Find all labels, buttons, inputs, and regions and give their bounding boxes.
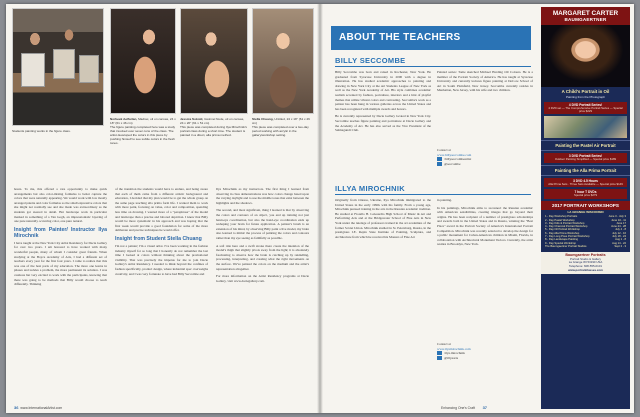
caption-painting-3: Stella Chuang, Untitled, 24 x 18" (61 x 46 cm) This piece was completed over a two-day period working with acrylic in the gallery/workshop setting.: [252, 117, 310, 137]
ad-studio-sub: Portrait Studio & Gallery: [569, 256, 601, 261]
teacher1-instagram-link[interactable]: @seccombe: [444, 161, 461, 166]
teacher2-name: ILLYA MIROCHNIK: [335, 184, 405, 193]
baumgaertner-advertisement: [541, 7, 630, 409]
schedule-date: Aug 1 - 8: [615, 238, 626, 242]
students-painting-photo: [12, 8, 104, 126]
schedule-event: 5 - Day Oil Portrait Workshop: [545, 228, 580, 232]
schedule-event: 7 - Day Long Pose Portrait Workshop: [545, 235, 590, 238]
ad-section-alla-prima: Painting the Alla Prima Portrait: [541, 165, 630, 176]
teacher1-website-link[interactable]: www.billyseccombe.com: [437, 152, 472, 157]
schedule-event: 1 - Day Workshop Portraits: [545, 215, 578, 219]
ad-section-pastel: Painting the Pastel Air Portrait: [541, 140, 630, 151]
schedule-date: June 24 - 28: [611, 225, 626, 229]
ad-dvd-1: 4 DVD Portrait Series! 4 DVD set — The Comprehensive Portrait Series — Special price $229: [544, 102, 627, 115]
ad-name-line1: MARGARET CARTER: [552, 10, 619, 17]
schedule-row: [545, 245, 626, 248]
teacher1-contact: [437, 148, 533, 178]
about-teachers-banner: ABOUT THE TEACHERS: [331, 26, 531, 50]
ad-workshops-location: LA GRANGE WISCONSIN: [567, 209, 604, 214]
ad-dvd-2: 3 DVD Portrait Series! Outdoor Painting Simplified — Special price $189: [544, 153, 627, 162]
ad-phone: Telephone: 608-555-0101: [569, 263, 602, 268]
ad-workshops-title: 2017 PORTRAIT WORKSHOPS: [541, 201, 630, 210]
schedule-date: Aug 14 - 22: [612, 241, 626, 245]
ad-dvd-4: 7 hour T DVDs Special price $279: [544, 189, 627, 198]
caption-students: Students painting works in the figure class.: [12, 129, 71, 133]
teacher1-rule: [335, 66, 531, 67]
ad-subtitle: Painting from the Photograph: [565, 95, 606, 99]
ad-address: La Grange WI 53190 USA: [568, 260, 603, 265]
teacher1-contact-label: Contact at: [437, 148, 451, 152]
painting-nude-2: [180, 8, 248, 114]
teacher2-col-b: in painting. In his paintings, Mirochnik aims to reconnect the Russian academic with American sensibilities, creating images that go beyond their origins. He has been recipient of a number of prestigious scholarships and awards both in the United States and in Russia, winning the "Best Place" award in the Portrait Society of America's International Portrait Competition. Mirochnik was recently selected to develop the design for a public monument for Cuban-American children in Miami, Florida, in collaboration with Architectural Monument Vectors. Currently, the artist resides in Brooklyn, New York.: [437, 198, 533, 247]
schedule-event: 6 - Day Alla Prima Workshop: [545, 231, 580, 235]
schedule-event: 4 - Day Charcoal Portrait Workshop: [545, 225, 588, 229]
teacher2-contact-label: Contact at: [437, 342, 451, 346]
ad-header: [541, 7, 630, 25]
ad-footer: [541, 252, 630, 274]
schedule-event: 2 - Day Pastel Workshop: [545, 218, 575, 222]
instagram-icon: [437, 162, 442, 166]
schedule-event: 8 - Day Landscape Painting: [545, 238, 579, 242]
ad-name-line2: BAUMGAERTNER: [564, 17, 607, 22]
left-folio: 36 www.InternationalArtist.com: [14, 405, 63, 410]
right-page: [321, 4, 634, 413]
schedule-date: July 12 - 16: [612, 231, 626, 235]
ad-child-portrait-image: [541, 25, 630, 87]
ad-studio-name: Baumgaertner Portraits: [565, 253, 606, 258]
left-column-2: of the transition the students would have to endure, and being aware that each of them came from a different artistic background and education, I decided that my plan would be to get the whole group on the same page teaching alla prima form life. I wanted them to work with more paint, focusing on value, color and composition, spending less time on drawing. I wanted more of a "paraphrase" of the model and landscape than a precise and labored depiction. I knew that Billy would be more systematic in his approach and was hoping that the first week would provide a good foundation for some of the more deliberate and precise techniques he would offer. Insight from Student Stella Chuang I'm not a painter; I'm a visual artist. I've been working in the fashion industry myself for so long that I honestly do not remember the last time I looked at colors without thinking about the promotional visibility. That was precisely the impetus for me to join Dacie Gallery's Artist Residency. I needed to think beyond the confines of fashion specifically, product design, where industrial spec overweighs creativity, and I was very fortunate to have had Billy Seccombe and: [115, 187, 208, 276]
caption-painting-1: Norbeek Aelfarlan, Madrac, oil on canvas, 24 x 18" (61 x 46 cm) The figure painting completed here was a study that involved over seven tons of the class. The artist developed the colors in this piece by pushing himself to see subtle colors in the flesh tones.: [110, 117, 176, 145]
left-page: [6, 4, 319, 413]
teacher2-instagram-link[interactable]: @illyaarts: [444, 355, 459, 360]
facebook-icon: [437, 351, 442, 355]
ad-website-link[interactable]: www.portraitclasses.com: [568, 267, 603, 272]
schedule-date: June 3 - July 3: [608, 215, 626, 219]
schedule-date: Sept 2 - 3: [614, 244, 626, 248]
schedule-date: July 18 - 24: [612, 235, 626, 238]
teacher2-contact: [437, 342, 533, 372]
left-column-3: Ilya Mirochnik as my instructors. The first thing I learned from observing in class demonstrations was how colors change based upon the varying daylight and to use the middle tones that exist between the highlights and the shadows. The second, and most significant, thing I learned is that by observing the colors and contours of an object, you end up training not just hand-eye coordination, but also the hand-eye coordination ends up reshaping your brain for future application. A painter's brush is an extension of his mind, by observing Billy paint a live model, my brain also learned to mimic the process of painting the colors and contours rather than my eye seeing as faithfully as possible. A soft ride here and a swift stroke there create the intention of the model's thigh that slightly pivots away from the light; it is absolutely fascinating to observe how the brain is catching up by rekindling, processing, interpreting, and creating what the right movements on the surface. We've painted the colors on the medium and the artist's representation altogether. For more information on the Artist Residency programs at Dacie Gallery, visit www.daciegallery.com.: [216, 187, 309, 283]
teacher1-col-b: Painted series: Tome sketched Michael Harding Oil Colours. He is a member of the Portrait Society of America. He has taught at Syracuse University and currently lectures figure painting at DeCore School of Art in South Plainfield, New Jersey. Seccombe currently resides in Manhattan, New Jersey, with his wife and two children.: [437, 70, 533, 93]
schedule-date: June 17: [616, 221, 626, 225]
ad-schedule: [541, 214, 630, 249]
painting-portrait-3: [252, 8, 314, 114]
schedule-date: July 4 - 8: [615, 228, 626, 232]
painting-nude-1: [110, 8, 176, 114]
teacher1-facebook-link[interactable]: /billyseccombeartist: [444, 157, 472, 162]
left-column-1: hours. To me, this offered a rare opportunity to make quick arrangements but also color-mixing formulas to better capture the colors that were naturally appearing. We would work with low mostly arranged palette and color formulas so the small expressive colors that she might not normally see and she made was extraordinary as the students got steered in detail. Her landscape work in particular marked in something of a Van Gogh, an impressionistic layering of one pure naturally occurring color, one pure natural. Insight from Painter/ Instructor Ilya Mirochnik I have taught at the New York City Artist Residency for Dacie Gallery for over two years. I am honored to have worked with many wonderful people, many of whom I consider great friends. When studying at the Boyce Academy of Arts, I had a different set of teachers every year for the first four years. I came to realize that this was one of the best parts of my education. The more one learns in phases and tackles a problem, the more permanent its solution. I was cautious but very excited to work with the participants, knowing that there was going to be methods that Billy would choose to teach differently. Thinking: [14, 187, 107, 287]
teacher2-col-a: Originally from Odessa, Ukraine, Ilya Mirochnik immigrated to the United States in the early 1990s with his family. From a young age, Mirochnik pursued training in the arts in the Russian academic tradition. He studied at Fiorello H. LaGuardia High School of Music & Art and Performing Arts and at the Bridgewater School of Fine Arts in New York under the tutelage of professors trained in the art academies of the former Soviet Union. Mirochnik studied in St. Petersburg, Russia, in the prestigious I.E. Repin State Institute of Painting, Sculpture, and Architecture from which he received his Masters of Fine Art: [335, 198, 431, 239]
ad-pastel-painting-image: [544, 116, 627, 138]
teacher2-rule: [335, 194, 531, 195]
magazine-spread: [6, 4, 634, 413]
teacher2-website-link[interactable]: www.ilyamirochnik.com: [437, 346, 471, 351]
ad-title: A Child's Portrait in Oil: [561, 89, 610, 94]
caption-painting-2: Jessica Sokold, Gwinnel Nude, oil on canvas, 24 x 20" (61 x 51 cm) This piece was completed during Ilya Mirochnik's portrait class during a short time. The student is painted in a direct, alla prima method.: [180, 117, 247, 137]
instagram-icon: [437, 356, 442, 360]
schedule-event: The Baumgaertner Portrait Studios: [545, 244, 587, 248]
facebook-icon: [437, 157, 442, 161]
schedule-event: 3 - Day Kids & Portrait Workshop: [545, 221, 585, 225]
schedule-event: 9 - Day Special Workshop: [545, 241, 577, 245]
teacher1-col-a: Billy Seccombe was born and raised in Rochester, New York. He graduated from Syracuse University in 2000 with a degree in illustration. He has studied academic approaches to painting and drawing in New York City at the Art Students League of New York as well as the New York Academy of Art. His style combines academic realism accented by fashion, portraiture, interiors and a hint of playful themes that utilize vibrant colors and contrasting. Seccombe's work as a painter has been hung in various galleries across the United States and has been recognized with multiple awards and honors. He is currently represented by Dacie Gallery located in New York City. Seccombe teaches figure painting and portraiture at Dacie Gallery and the Academy of Art. He has also served as the Vice President of the Salmagundi Club.: [335, 70, 431, 133]
schedule-date: June 10 - 11: [611, 218, 626, 222]
ad-dvd-3: 3 DVD 4.5 Hours Alla Prima Sets · Three Sets Available — Special price $149: [544, 178, 627, 187]
teacher2-facebook-link[interactable]: /ilya.mirochnik: [444, 351, 465, 356]
teacher1-name: BILLY SECCOMBE: [335, 56, 406, 65]
right-folio: Enhancing One's Craft 37: [441, 405, 488, 410]
